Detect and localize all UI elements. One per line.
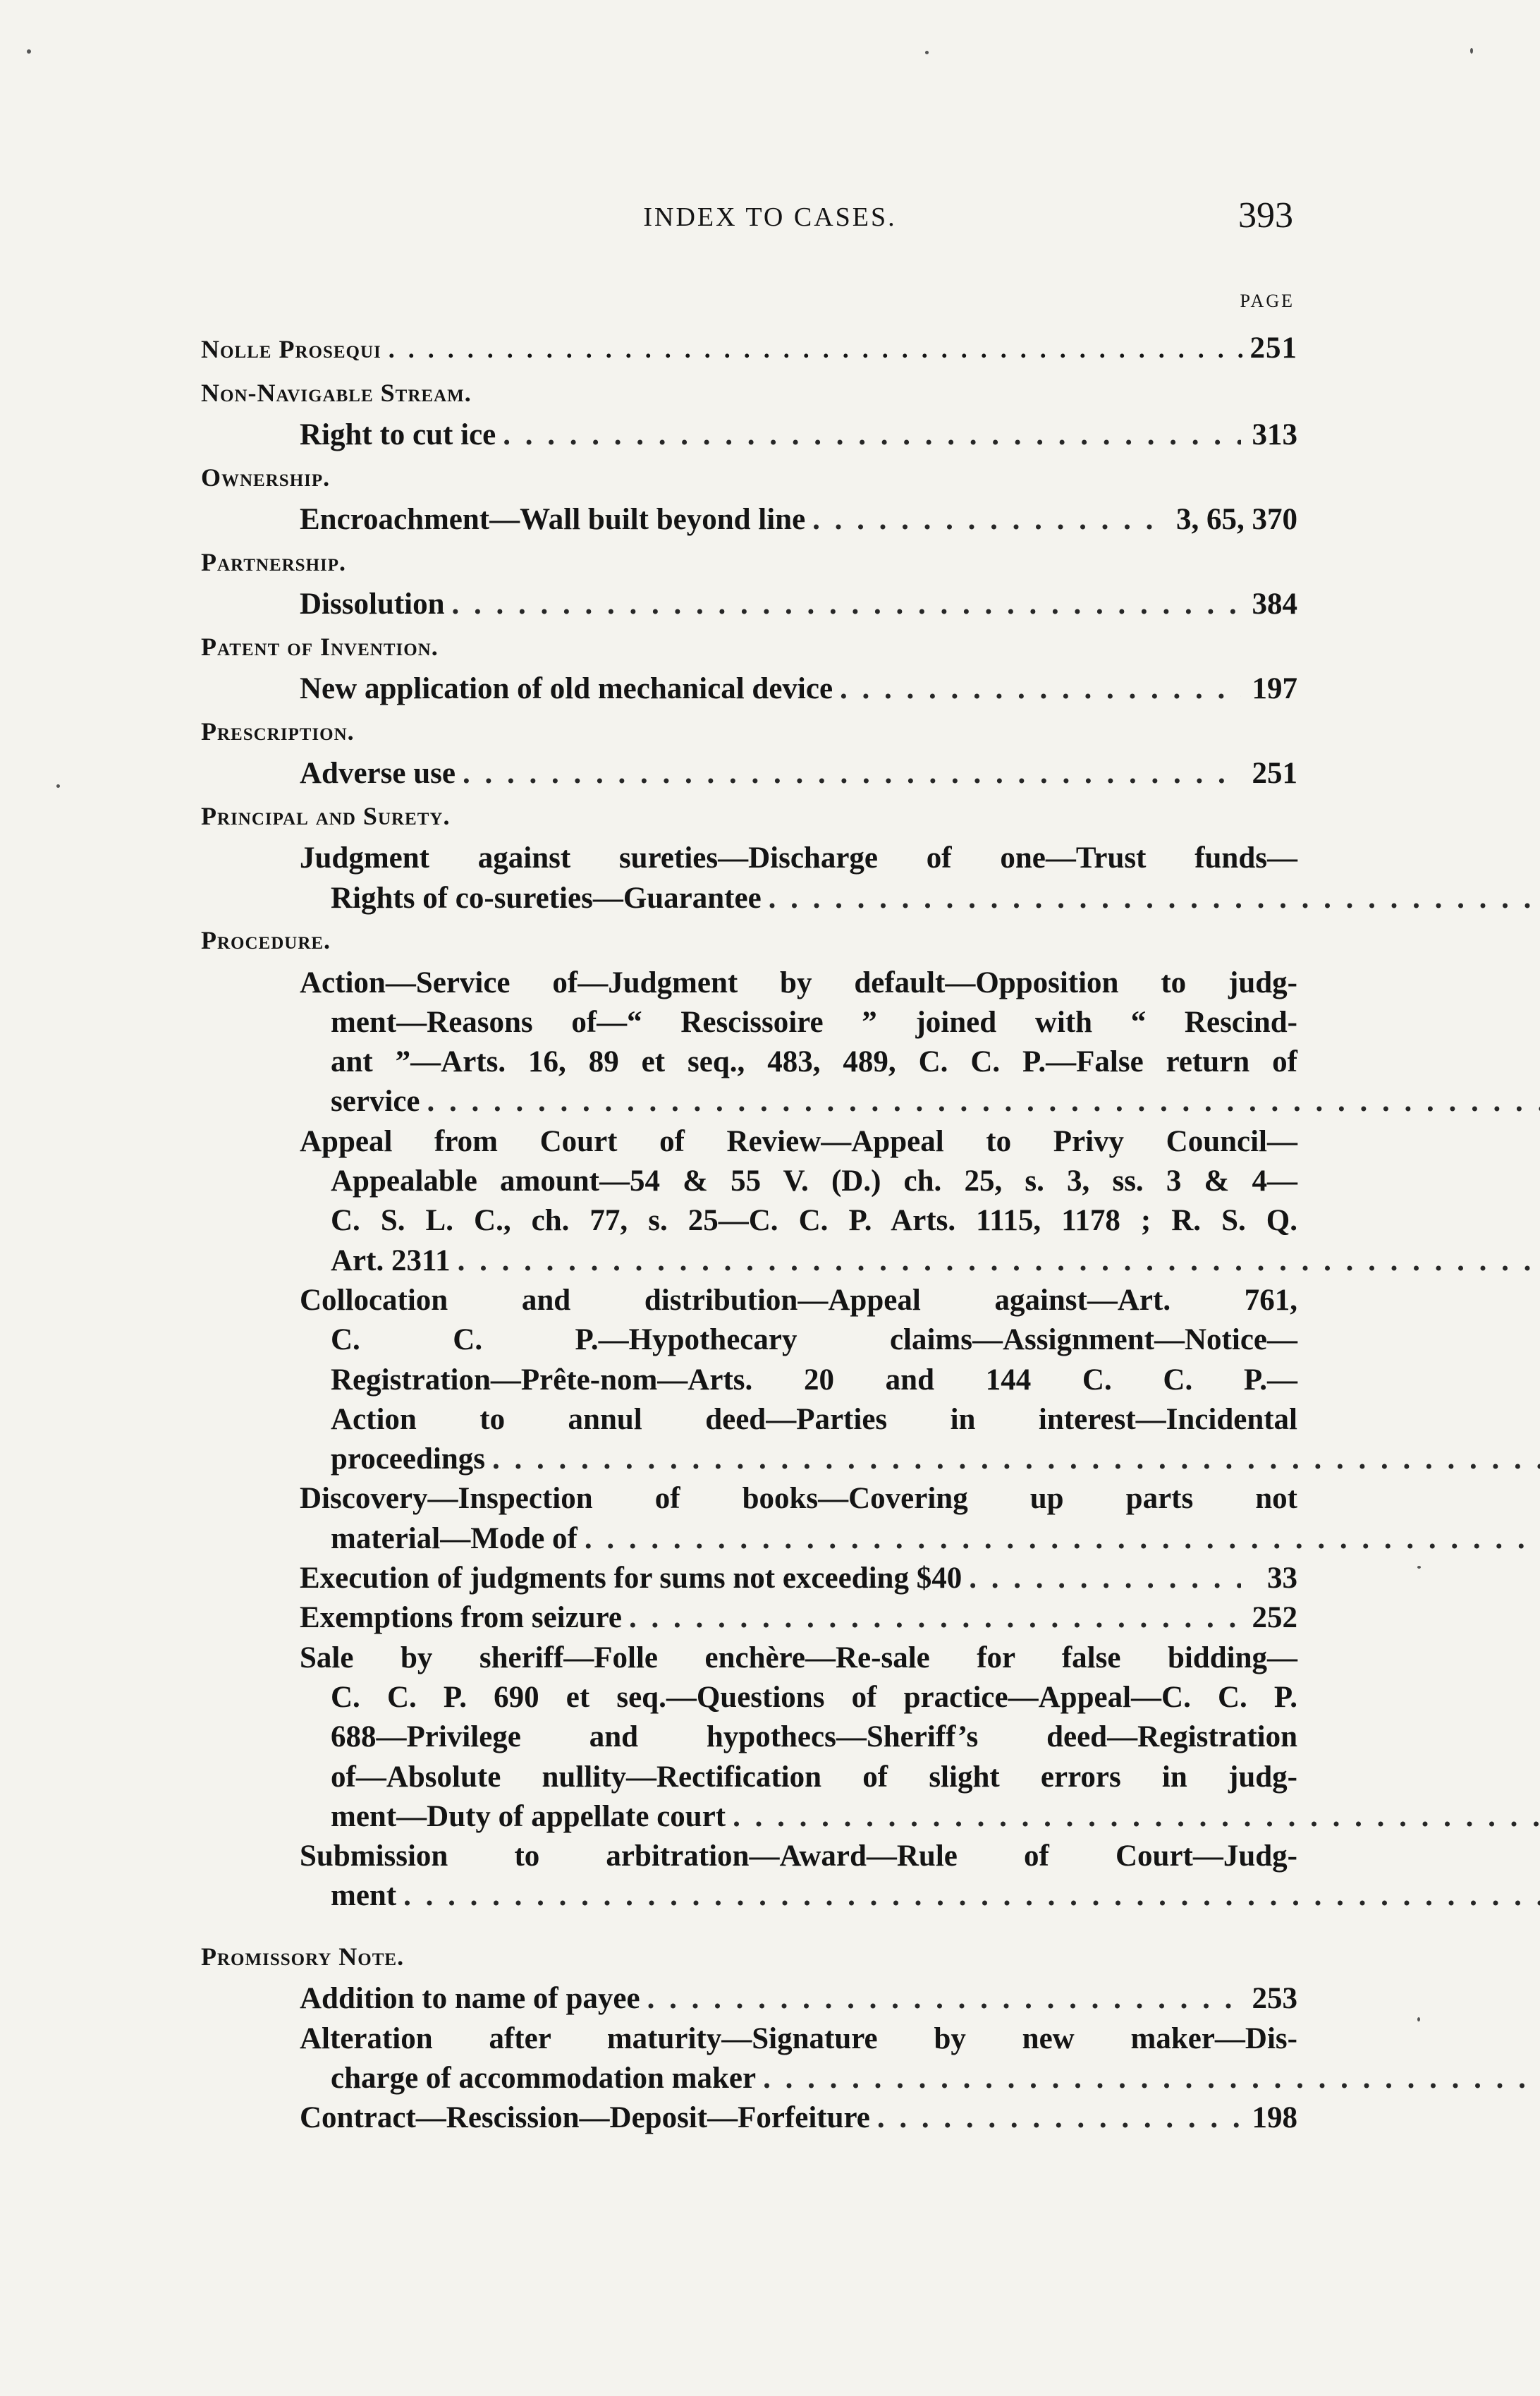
entry-last-line (300, 1440, 1328, 1479)
entry-text: Dissolution (300, 588, 445, 621)
index-heading: Ownership. (201, 463, 331, 492)
index-entry (201, 754, 1297, 793)
paper-speck (27, 49, 31, 54)
index-entry (201, 585, 1297, 624)
index-heading: Non-Navigable Stream. (201, 378, 472, 407)
dot-leader (492, 1442, 1540, 1476)
entry-text: New application of old mechanical device (300, 672, 833, 706)
case-index (201, 326, 1297, 2139)
page-reference: 251 (1249, 332, 1297, 365)
index-entry (201, 1559, 1297, 1598)
index-heading: Procedure. (201, 925, 331, 954)
entry-last-line (300, 2059, 1328, 2098)
index-heading: Promissory Note. (201, 1942, 405, 1971)
entry-last-line (300, 1876, 1328, 1916)
page-reference: 198 (1252, 2101, 1297, 2135)
dot-leader (733, 1800, 1540, 1833)
entry-line: Action—Service of—Judgment by default—Opposition to judg- (300, 966, 1297, 999)
page-number: 393 (1238, 195, 1293, 236)
dot-leader (763, 2062, 1540, 2095)
dot-leader (647, 1979, 1241, 2019)
section-gap (201, 1916, 1297, 1935)
entry-line: Sale by sheriff—Folle enchère—Re-sale for false bidding— (300, 1641, 1297, 1674)
page-reference: 253 (1252, 1982, 1297, 2016)
entry-text: ment (331, 1879, 397, 1913)
page-reference: 252 (1252, 1601, 1297, 1635)
index-heading (201, 326, 1297, 371)
dot-leader (969, 1559, 1241, 1598)
entry-last-line (300, 415, 1297, 455)
entry-line: ment—Reasons of—“ Rescissoire ” joined with “ Rescind- (331, 1005, 1297, 1039)
index-entry (201, 1979, 1297, 2019)
index-entry (201, 1281, 1297, 1479)
entry-last-line (300, 669, 1297, 709)
index-heading: Principal and Surety. (201, 801, 451, 830)
running-head: INDEX TO CASES. (643, 202, 897, 232)
dot-leader (585, 1522, 1540, 1555)
entry-text: service (331, 1085, 420, 1119)
entry-line: Collocation and distribution—Appeal against—Art. 761, (300, 1283, 1297, 1317)
dot-leader (812, 500, 1169, 540)
entry-text: Adverse use (300, 757, 456, 791)
entry-text: charge of accommodation maker (331, 2061, 757, 2095)
index-entry (201, 1122, 1297, 1281)
entry-last-line (300, 1082, 1328, 1121)
index-heading-label: Nolle Prosequi (201, 335, 381, 363)
dot-leader (840, 669, 1241, 709)
entry-text: Execution of judgments for sums not exceeding $40 (300, 1562, 963, 1595)
entry-text: Rights of co-sureties—Guarantee (331, 881, 762, 915)
paper-speck (1470, 48, 1473, 54)
index-entry (201, 839, 1297, 918)
dot-leader (427, 1085, 1540, 1118)
dot-leader (403, 1879, 1540, 1912)
index-heading: Partnership. (201, 547, 347, 576)
entry-last-line (300, 1559, 1297, 1598)
page-reference: 313 (1252, 418, 1297, 452)
entry-last-line (300, 1979, 1297, 2019)
index-entry (201, 1837, 1297, 1916)
entry-text: Addition to name of payee (300, 1982, 640, 2016)
entry-last-line (300, 1519, 1328, 1559)
page-reference: 3, 65, 370 (1176, 503, 1297, 537)
entry-last-line (300, 754, 1297, 793)
entry-line: Action to annul deed—Parties in interest—Incidental (331, 1402, 1297, 1436)
index-entry (201, 415, 1297, 455)
entry-line: C. C. P. 690 et seq.—Questions of practice—Appeal—C. C. P. (331, 1680, 1297, 1714)
page-reference: 384 (1252, 588, 1297, 621)
paper-speck (1417, 1566, 1421, 1569)
index-entry (201, 669, 1297, 709)
entry-line: C. C. P.—Hypothecary claims—Assignment—Notice— (331, 1323, 1297, 1357)
entry-text: Art. 2311 (331, 1243, 451, 1277)
index-entry (201, 963, 1297, 1122)
dot-leader (458, 1244, 1540, 1277)
entry-last-line (300, 500, 1297, 540)
entry-last-line (300, 1797, 1328, 1837)
page-reference: 33 (1267, 1562, 1297, 1595)
entry-last-line (300, 879, 1328, 918)
dot-leader (877, 2098, 1241, 2138)
entry-line: Judgment against sureties—Discharge of one—Trust funds— (300, 841, 1297, 875)
index-entry (201, 2019, 1297, 2099)
entry-last-line (300, 1598, 1297, 1638)
entry-text: Exemptions from seizure (300, 1601, 623, 1635)
entry-text: Right to cut ice (300, 418, 496, 452)
entry-last-line (300, 2098, 1297, 2138)
entry-line: 688—Privilege and hypothecs—Sheriff’s deed—Registration (331, 1720, 1297, 1754)
entry-line: ant ”—Arts. 16, 89 et seq., 483, 489, C. C. P.—False return of (331, 1045, 1297, 1079)
paper-speck (56, 784, 60, 788)
entry-line: Appealable amount—54 & 55 V. (D.) ch. 25, s. 3, ss. 3 & 4— (331, 1164, 1297, 1198)
dot-leader (503, 415, 1241, 455)
index-entry (201, 2098, 1297, 2138)
paper-speck (1417, 2017, 1420, 2021)
index-entry (201, 1638, 1297, 1837)
dot-leader (389, 327, 1243, 372)
entry-line: Discovery—Inspection of books—Covering up parts not (300, 1482, 1297, 1516)
entry-line: Registration—Prête-nom—Arts. 20 and 144 C. C. P.— (331, 1363, 1297, 1397)
index-heading: Prescription. (201, 717, 355, 746)
dot-leader (769, 882, 1540, 915)
page-column-label: PAGE (1240, 291, 1295, 311)
entry-text: Contract—Rescission—Deposit—Forfeiture (300, 2101, 870, 2135)
entry-line: Submission to arbitration—Award—Rule of Court—Judg- (300, 1839, 1297, 1873)
index-entry (201, 1598, 1297, 1638)
paper-speck (925, 51, 929, 54)
entry-last-line (300, 585, 1297, 624)
dot-leader (463, 754, 1241, 793)
entry-line: of—Absolute nullity—Rectification of slight errors in judg- (331, 1760, 1297, 1794)
entry-text: Encroachment—Wall built beyond line (300, 503, 806, 537)
entry-text: ment—Duty of appellate court (331, 1799, 726, 1833)
entry-text: proceedings (331, 1442, 485, 1476)
entry-line: Alteration after maturity—Signature by new maker—Dis- (300, 2021, 1297, 2055)
entry-text: material—Mode of (331, 1521, 578, 1555)
index-heading: Patent of Invention. (201, 632, 439, 661)
page-reference: 197 (1252, 672, 1297, 706)
dot-leader (629, 1598, 1241, 1638)
page-reference: 251 (1252, 757, 1297, 791)
index-entry (201, 1479, 1297, 1559)
entry-line: C. S. L. C., ch. 77, s. 25—C. C. P. Arts. 1115, 1178 ; R. S. Q. (331, 1204, 1297, 1238)
dot-leader (452, 585, 1241, 624)
entry-last-line (300, 1241, 1328, 1281)
entry-line: Appeal from Court of Review—Appeal to Privy Council— (300, 1124, 1297, 1158)
index-entry (201, 500, 1297, 540)
